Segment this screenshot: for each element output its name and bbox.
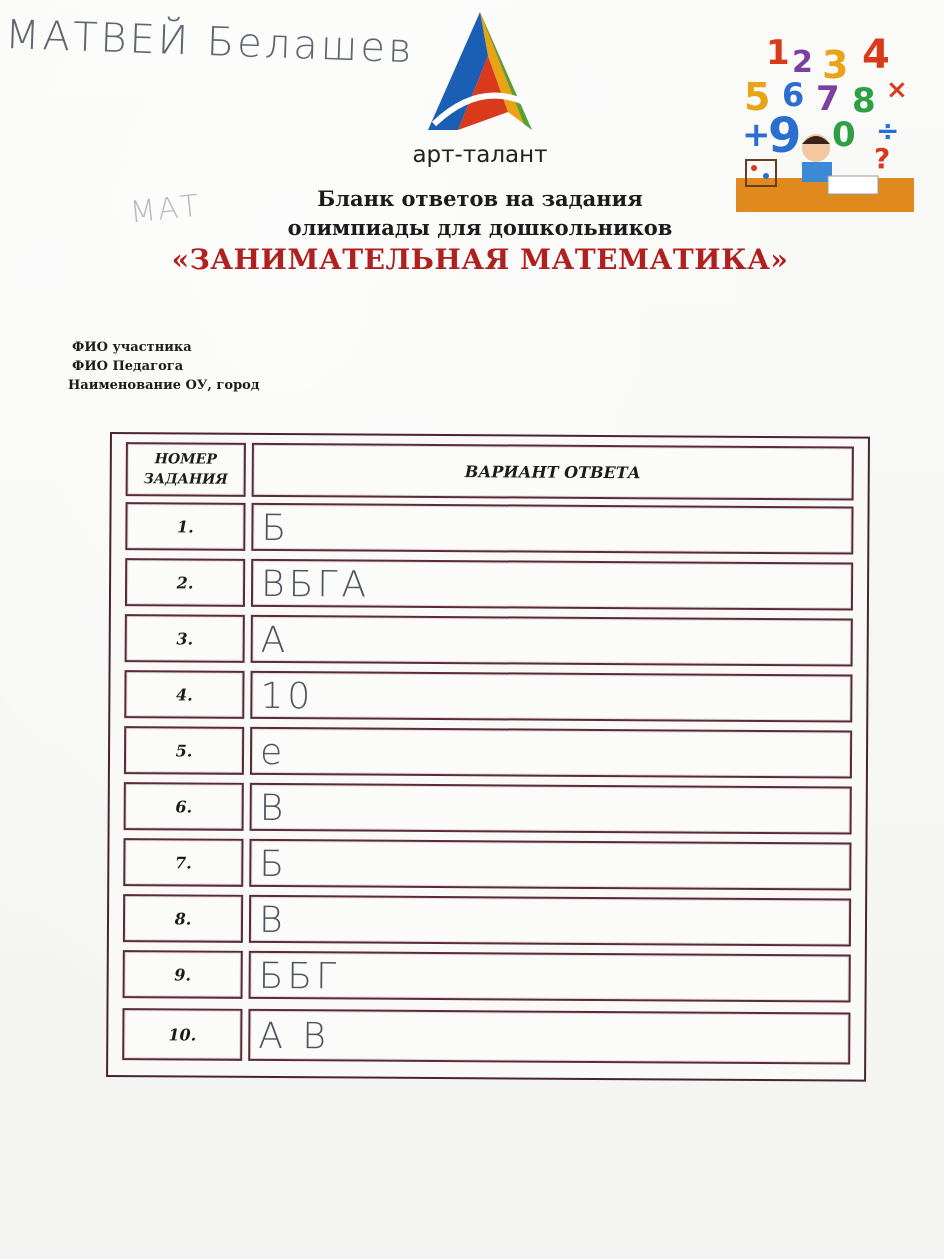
field-participant-label: ФИО участника <box>72 340 192 355</box>
answer-cell[interactable] <box>249 951 851 1003</box>
svg-text:6: 6 <box>782 76 805 114</box>
field-teacher-label: ФИО Педагога <box>72 359 184 374</box>
sheet-heading-line1: Бланк ответов на задания <box>317 186 643 211</box>
task-number: 1. <box>125 502 245 551</box>
table-row <box>125 558 853 610</box>
svg-text:5: 5 <box>744 75 771 119</box>
header-answer-variant: ВАРИАНТ ОТВЕТА <box>252 443 854 501</box>
svg-text:8: 8 <box>852 81 876 121</box>
header-task-number <box>126 442 246 497</box>
task-number: 9. <box>123 950 243 999</box>
handwritten-answer: 10 <box>260 675 315 718</box>
faint-scribble: МАТ <box>128 188 203 231</box>
math-kid-illustration-icon <box>736 28 914 212</box>
task-number: 3. <box>125 614 245 663</box>
olympiad-title: «ЗАНИМАТЕЛЬНАЯ МАТЕМАТИКА» <box>171 243 789 276</box>
svg-text:2: 2 <box>792 45 813 80</box>
art-talant-logo-icon <box>428 12 532 138</box>
svg-text:×: × <box>886 75 908 105</box>
table-row <box>124 726 852 778</box>
svg-text:3: 3 <box>822 43 849 87</box>
table-row <box>123 838 851 890</box>
svg-text:÷: ÷ <box>876 114 900 147</box>
handwritten-answer: В <box>258 899 287 942</box>
svg-text:+: + <box>742 115 771 155</box>
handwritten-student-name: МАТВЕЙ Белашев <box>4 12 416 73</box>
handwritten-answer: Б <box>259 843 289 886</box>
header-task-number-line2: ЗАДАНИЯ <box>143 471 228 488</box>
svg-text:?: ? <box>874 142 891 175</box>
table-row <box>124 670 852 722</box>
answer-cell[interactable] <box>250 783 852 835</box>
table-row <box>124 782 852 834</box>
svg-text:9: 9 <box>768 108 802 164</box>
task-number: 4. <box>124 670 244 719</box>
table-row <box>123 894 851 946</box>
answer-table <box>106 432 870 1082</box>
svg-text:0: 0 <box>832 115 856 155</box>
table-row <box>125 614 853 666</box>
task-number: 2. <box>125 558 245 607</box>
answer-cell[interactable] <box>251 503 853 555</box>
answer-cell[interactable] <box>251 615 853 667</box>
field-institution-label: Наименование ОУ, город <box>68 378 260 393</box>
handwritten-answer: ББГ <box>258 955 341 998</box>
handwritten-answer: А В <box>258 1015 331 1058</box>
task-number: 8. <box>123 894 243 943</box>
handwritten-answer: А <box>260 619 290 662</box>
handwritten-answer: Б <box>261 507 291 550</box>
task-number: 10. <box>122 1008 242 1061</box>
task-number: 6. <box>124 782 244 831</box>
table-row <box>123 950 851 1002</box>
answer-cell[interactable] <box>249 839 851 891</box>
svg-text:4: 4 <box>862 32 890 78</box>
handwritten-answer: е <box>259 731 287 774</box>
svg-text:1: 1 <box>766 33 790 73</box>
table-header-row <box>126 442 854 500</box>
answer-cell[interactable] <box>248 1009 850 1065</box>
answer-cell[interactable] <box>249 895 851 947</box>
svg-text:7: 7 <box>816 79 840 119</box>
answer-cell[interactable] <box>251 559 853 611</box>
table-row <box>125 502 853 554</box>
task-number: 7. <box>123 838 243 887</box>
task-number: 5. <box>124 726 244 775</box>
handwritten-answer: В <box>259 787 288 830</box>
answer-cell[interactable] <box>250 727 852 779</box>
participant-fields <box>68 338 260 395</box>
handwritten-answer: ВБГА <box>260 563 371 606</box>
answer-cell[interactable] <box>250 671 852 723</box>
sheet-heading-line2: олимпиады для дошкольников <box>287 215 673 240</box>
table-row <box>122 1008 850 1064</box>
header-task-number-line1: НОМЕР <box>154 451 217 468</box>
brand-name: арт-талант <box>412 142 548 168</box>
